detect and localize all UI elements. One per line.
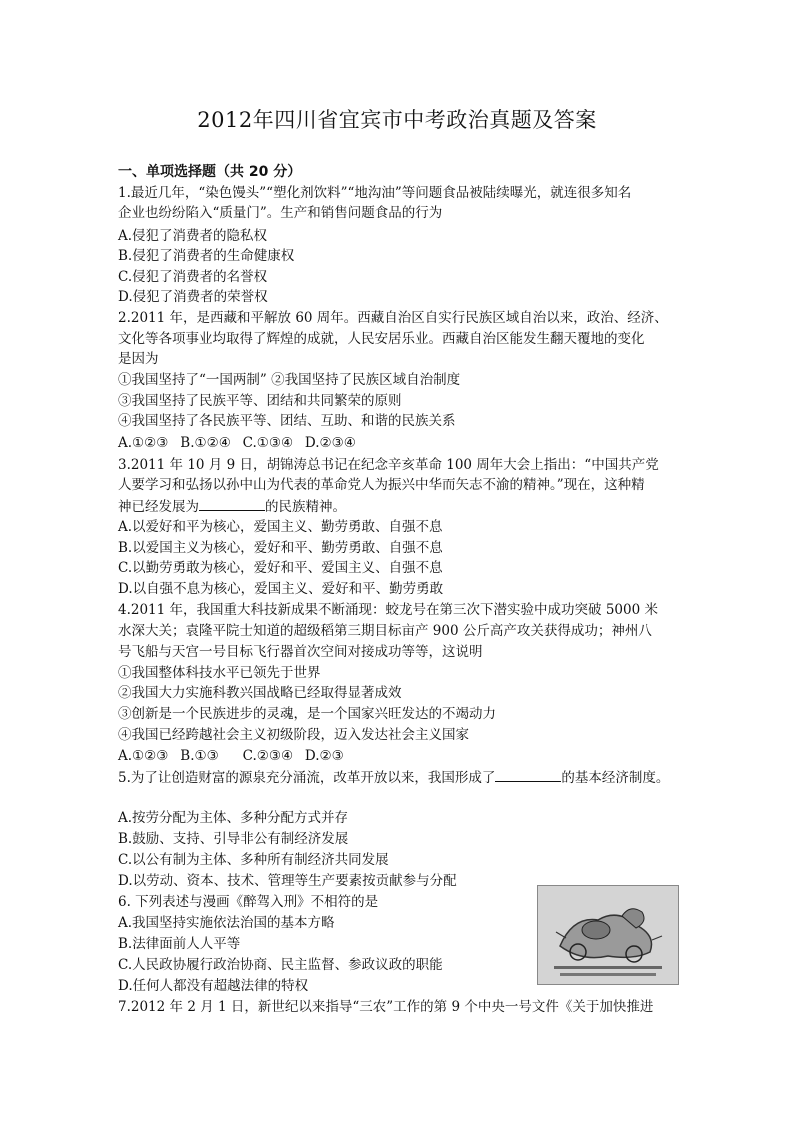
question-6-option-b: B.法律面前人人平等: [118, 936, 241, 952]
question-5-stem-start: 5.为了让创造财富的源泉充分涌流，改革开放以来，我国形成了: [118, 770, 496, 786]
question-2-stem-line2: 文化等各项事业均取得了辉煌的成就，人民安居乐业。西藏自治区能发生翻天覆地的变化: [118, 331, 645, 347]
question-4-statement-3: ③创新是一个民族进步的灵魂，是一个国家兴旺发达的不竭动力: [118, 706, 496, 722]
question-3-stem-line3-end: 的民族精神。: [265, 499, 346, 515]
fill-in-blank: [495, 767, 561, 782]
question-5-option-d: D.以劳动、资本、技术、管理等生产要素按贡献参与分配: [118, 873, 457, 889]
question-6-option-a: A.我国坚持实施依法治国的基本方略: [118, 915, 335, 931]
page-title: 2012年四川省宜宾市中考政治真题及答案: [197, 108, 597, 132]
question-4-option-c: C.②③④: [242, 748, 294, 764]
question-1-stem-line1: 1.最近几年，“染色馒头”“塑化剂饮料”“地沟油”等问题食品被陆续曝光，就连很多知名: [118, 185, 632, 201]
question-4-option-b: B.①③: [180, 748, 219, 764]
question-4-statement-2: ②我国大力实施科教兴国战略已经取得显著成效: [118, 685, 402, 701]
question-2-stem-line1: 2.2011 年，是西藏和平解放 60 周年。西藏自治区自实行民族区域自治以来，政治、经济、: [118, 310, 668, 326]
question-3-stem-line3: [118, 496, 346, 517]
section-heading: 一、单项选择题（共 20 分）: [118, 164, 302, 180]
question-2-options: [118, 433, 363, 453]
question-3-stem-line3-start: 神已经发展为: [118, 499, 199, 515]
question-2-option-b: B.①②④: [180, 435, 231, 451]
question-2-option-c: C.①③④: [242, 435, 294, 451]
question-5-stem-end: 的基本经济制度。: [561, 770, 670, 786]
cartoon-image: [537, 885, 679, 985]
question-3-option-d: D.以自强不息为核心，爱国主义、爱好和平、勤劳勇敢: [118, 581, 444, 597]
question-2-option-a: A.①②③: [118, 435, 169, 451]
cartoon-drawing: [538, 886, 678, 984]
question-3-stem-line1: 3.2011 年 10 月 9 日，胡锦涛总书记在纪念辛亥革命 100 周年大会上指出：“中国共产党: [118, 457, 659, 473]
question-4-options: [118, 746, 363, 766]
question-6-option-d: D.任何人都没有超越法律的特权: [118, 978, 309, 994]
question-1-stem-line2: 企业也纷纷陷入“质量门”。生产和销售问题食品的行为: [118, 205, 443, 221]
question-1-option-a: A.侵犯了消费者的隐私权: [118, 228, 268, 244]
question-1-option-c: C.侵犯了消费者的名誉权: [118, 269, 268, 285]
question-7-stem-line1: 7.2012 年 2 月 1 日，新世纪以来指导“三农”工作的第 9 个中央一号文件《关于加快推进: [118, 999, 654, 1015]
question-6-stem: 6. 下列表述与漫画《醉驾入刑》不相符的是: [118, 894, 379, 910]
question-5-option-a: A.按劳分配为主体、多种分配方式并存: [118, 810, 349, 826]
question-4-option-d: D.②③: [304, 748, 344, 764]
question-4-stem-line1: 4.2011 年，我国重大科技新成果不断涌现：蛟龙号在第三次下潜实验中成功突破 5000 米: [118, 602, 658, 618]
question-1-option-b: B.侵犯了消费者的生命健康权: [118, 248, 295, 264]
question-2-statement-3: ③我国坚持了民族平等、团结和共同繁荣的原则: [118, 393, 402, 409]
question-3-option-b: B.以爱国主义为核心，爱好和平、勤劳勇敢、自强不息: [118, 540, 443, 556]
question-5-option-c: C.以公有制为主体、多种所有制经济共同发展: [118, 852, 389, 868]
question-3-stem-line2: 人要学习和弘扬以孙中山为代表的革命党人为振兴中华而矢志不渝的精神。”现在，这种精: [118, 477, 645, 493]
question-3-option-a: A.以爱好和平为核心，爱国主义、勤劳勇敢、自强不息: [118, 519, 443, 535]
question-3-option-c: C.以勤劳勇敢为核心，爱好和平、爱国主义、自强不息: [118, 560, 443, 576]
question-2-option-d: D.②③④: [304, 435, 356, 451]
question-2-statement-4: ④我国坚持了各民族平等、团结、互助、和谐的民族关系: [118, 413, 456, 429]
question-4-statement-4: ④我国已经跨越社会主义初级阶段，迈入发达社会主义国家: [118, 727, 469, 743]
question-4-stem-line2: 水深大关；袁隆平院士知道的超级稻第三期目标亩产 900 公斤高产攻关获得成功；神州八: [118, 623, 652, 639]
question-2-stem-line3: 是因为: [118, 351, 159, 367]
question-6-option-c: C.人民政协履行政治协商、民主监督、参政议政的职能: [118, 957, 443, 973]
question-2-statement-1-2: ①我国坚持了“一国两制” ②我国坚持了民族区域自治制度: [118, 372, 461, 388]
question-5-stem: [118, 767, 669, 788]
fill-in-blank: [199, 496, 265, 511]
question-4-option-a: A.①②③: [118, 748, 169, 764]
question-4-stem-line3: 号飞船与天宫一号目标飞行器首次空间对接成功等等，这说明: [118, 644, 483, 660]
question-4-statement-1: ①我国整体科技水平已领先于世界: [118, 665, 321, 681]
question-1-option-d: D.侵犯了消费者的荣誉权: [118, 289, 268, 305]
question-5-option-b: B.鼓励、支持、引导非公有制经济发展: [118, 831, 349, 847]
